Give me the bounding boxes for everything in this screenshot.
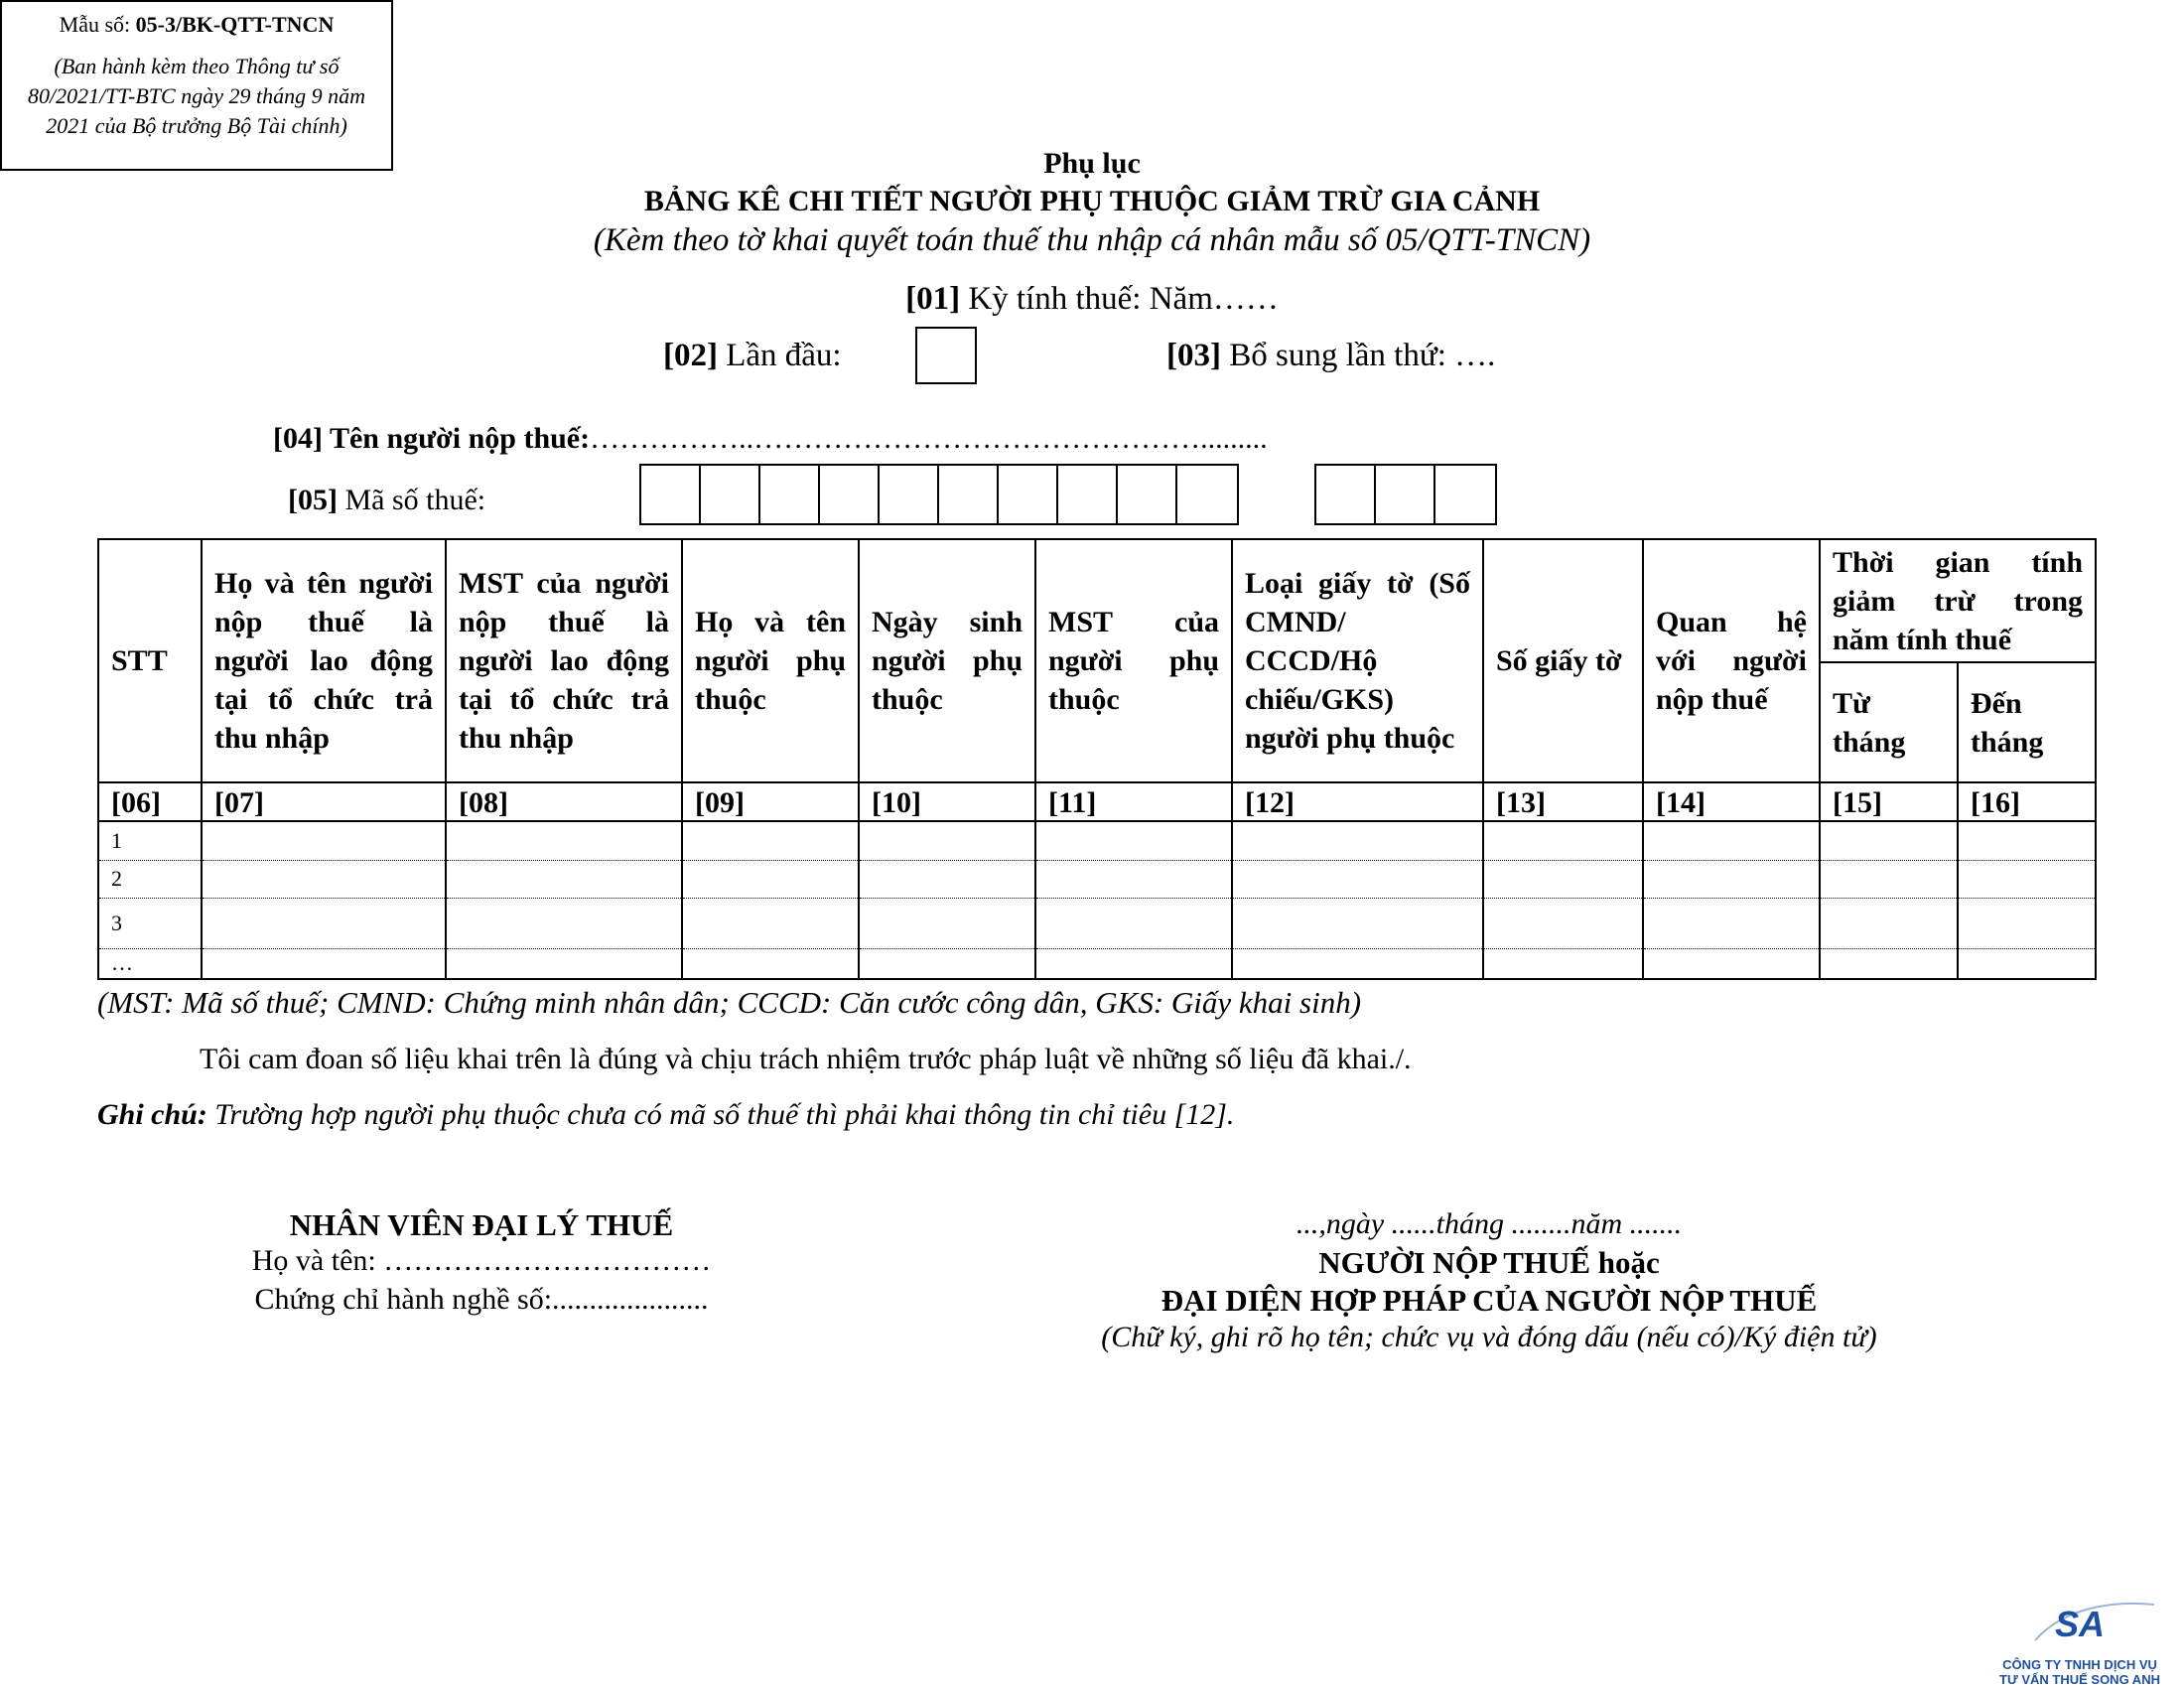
header-employee-tax-code: MST của người nộp thuế là người lao động tại tổ chức trả thu nhập bbox=[446, 539, 682, 782]
table-cell[interactable] bbox=[1958, 821, 2096, 860]
column-code: [16] bbox=[1958, 782, 2096, 821]
table-cell[interactable] bbox=[202, 821, 446, 860]
table-cell[interactable] bbox=[1820, 860, 1958, 898]
tax-code-digit-box[interactable] bbox=[880, 466, 939, 523]
table-cell[interactable] bbox=[1643, 860, 1820, 898]
form-code-value: 05-3/BK-QTT-TNCN bbox=[135, 12, 335, 37]
note-label: Ghi chú: bbox=[97, 1098, 207, 1131]
dependents-table bbox=[97, 538, 2097, 980]
tax-code-digit-box[interactable] bbox=[1058, 466, 1118, 523]
form-issue-note-line: 80/2021/TT-BTC ngày 29 tháng 9 năm bbox=[27, 83, 365, 108]
appendix-heading: Phụ lục bbox=[1043, 147, 1141, 180]
form-code: Mẫu số: 05-3/BK-QTT-TNCN bbox=[59, 12, 335, 37]
table-row bbox=[98, 898, 2096, 948]
tax-code-digit-box[interactable] bbox=[1376, 466, 1435, 523]
tax-code-digit-box[interactable] bbox=[701, 466, 760, 523]
header-from-month: Từ tháng bbox=[1820, 662, 1958, 782]
tax-code-branch-boxes[interactable] bbox=[1314, 464, 1497, 525]
table-cell[interactable] bbox=[859, 860, 1035, 898]
agent-certificate-line[interactable]: Chứng chỉ hành nghề số:..................... bbox=[254, 1283, 709, 1316]
table-cell[interactable] bbox=[1483, 898, 1643, 948]
table-cell[interactable] bbox=[1232, 898, 1483, 948]
table-row bbox=[98, 821, 2096, 860]
note-line bbox=[97, 1098, 1234, 1132]
table-cell[interactable] bbox=[446, 821, 682, 860]
header-document-number: Số giấy tờ bbox=[1483, 539, 1643, 782]
table-cell[interactable] bbox=[1643, 948, 1820, 979]
agent-title: NHÂN VIÊN ĐẠI LÝ THUẾ bbox=[289, 1207, 674, 1242]
tax-code-digit-box[interactable] bbox=[641, 466, 701, 523]
table-cell[interactable] bbox=[1643, 898, 1820, 948]
table-cell[interactable] bbox=[1820, 821, 1958, 860]
table-cell[interactable] bbox=[682, 948, 859, 979]
column-code: [13] bbox=[1483, 782, 1643, 821]
column-code: [11] bbox=[1035, 782, 1232, 821]
table-cell[interactable] bbox=[446, 898, 682, 948]
tax-code-digit-box[interactable] bbox=[1118, 466, 1177, 523]
table-cell[interactable] bbox=[1232, 860, 1483, 898]
tax-period-field: [01] Kỳ tính thuế: Năm…… bbox=[905, 281, 1279, 317]
column-code: [12] bbox=[1232, 782, 1483, 821]
table-cell[interactable] bbox=[859, 898, 1035, 948]
column-code: [15] bbox=[1820, 782, 1958, 821]
table-cell[interactable] bbox=[1820, 898, 1958, 948]
tax-code-digit-box[interactable] bbox=[1177, 466, 1237, 523]
logo-company-line: CÔNG TY TNHH DỊCH VỤ bbox=[2002, 1657, 2157, 1672]
tax-code-digit-box[interactable] bbox=[999, 466, 1058, 523]
table-cell[interactable] bbox=[446, 948, 682, 979]
table-cell[interactable] bbox=[1483, 860, 1643, 898]
table-cell[interactable] bbox=[1958, 898, 2096, 948]
tax-code-digit-box[interactable] bbox=[1435, 466, 1495, 523]
table-cell[interactable] bbox=[1643, 821, 1820, 860]
page-subtitle: (Kèm theo tờ khai quyết toán thuế thu nhập cá nhân mẫu số 05/QTT-TNCN) bbox=[593, 222, 1591, 258]
table-row bbox=[98, 860, 2096, 898]
table-cell[interactable] bbox=[859, 821, 1035, 860]
column-code: [10] bbox=[859, 782, 1035, 821]
table-cell[interactable] bbox=[1483, 948, 1643, 979]
logo-company-line: TƯ VẤN THUẾ SONG ANH bbox=[1999, 1672, 2160, 1687]
table-cell[interactable] bbox=[446, 860, 682, 898]
note-text: Trường hợp người phụ thuộc chưa có mã số thuế thì phải khai thông tin chỉ tiêu [12]. bbox=[206, 1098, 1235, 1131]
company-logo bbox=[1995, 1597, 2164, 1687]
column-code-row bbox=[98, 782, 2096, 821]
logo-text: SA bbox=[2054, 1604, 2106, 1644]
table-cell[interactable] bbox=[1958, 948, 2096, 979]
column-code: [07] bbox=[202, 782, 446, 821]
header-deduction-period: Thời gian tính giảm trừ trong năm tính thuế bbox=[1820, 539, 2096, 662]
signature-instruction: (Chữ ký, ghi rõ họ tên; chức vụ và đóng dấu (nếu có)/Ký điện tử) bbox=[1101, 1321, 1877, 1353]
first-time-label: [02] Lần đầu: bbox=[663, 338, 842, 373]
tax-code-label: [05] Mã số thuế: bbox=[288, 484, 486, 516]
header-dependent-tax-code: MST của người phụ thuộc bbox=[1035, 539, 1232, 782]
row-number: 1 bbox=[98, 821, 202, 860]
form-code-box bbox=[0, 0, 393, 171]
table-cell[interactable] bbox=[859, 948, 1035, 979]
table-cell[interactable] bbox=[682, 860, 859, 898]
table-row bbox=[98, 948, 2096, 979]
header-employee-name: Họ và tên người nộp thuế là người lao động tại tổ chức trả thu nhập bbox=[202, 539, 446, 782]
header-to-month: Đến tháng bbox=[1958, 662, 2096, 782]
pledge-statement: Tôi cam đoan số liệu khai trên là đúng và chịu trách nhiệm trước pháp luật về những số liệu đã khai./. bbox=[200, 1043, 1412, 1075]
row-number: … bbox=[98, 948, 202, 979]
taxpayer-name-field[interactable]: [04] Tên người nộp thuế:……………..………………………………………......... bbox=[273, 422, 1268, 455]
logo-mark bbox=[1995, 1597, 2164, 1652]
taxpayer-title: NGƯỜI NỘP THUẾ hoặc bbox=[1318, 1245, 1660, 1280]
table-cell[interactable] bbox=[1035, 948, 1232, 979]
agent-name-line[interactable]: Họ và tên: …………………………… bbox=[251, 1244, 712, 1277]
header-document-type: Loại giấy tờ (Số CMND/ CCCD/Hộ chiếu/GKS) người phụ thuộc bbox=[1232, 539, 1483, 782]
table-cell[interactable] bbox=[1820, 948, 1958, 979]
table-cell[interactable] bbox=[682, 821, 859, 860]
column-code: [08] bbox=[446, 782, 682, 821]
tax-code-digit-box[interactable] bbox=[760, 466, 820, 523]
form-issue-note bbox=[2, 52, 391, 141]
row-number: 3 bbox=[98, 898, 202, 948]
tax-code-digit-box[interactable] bbox=[820, 466, 880, 523]
supplement-field: [03] Bổ sung lần thứ: …. bbox=[1166, 338, 1496, 373]
table-cell[interactable] bbox=[1035, 821, 1232, 860]
tax-code-digit-box[interactable] bbox=[939, 466, 999, 523]
date-line[interactable]: ...,ngày ......tháng ........năm ....... bbox=[1296, 1207, 1683, 1240]
form-issue-note-line: (Ban hành kèm theo Thông tư số bbox=[54, 54, 340, 78]
table-cell[interactable] bbox=[1232, 821, 1483, 860]
header-relationship: Quan hệ với người nộp thuế bbox=[1643, 539, 1820, 782]
table-cell[interactable] bbox=[202, 898, 446, 948]
row-number: 2 bbox=[98, 860, 202, 898]
header-stt: STT bbox=[98, 539, 202, 782]
table-cell[interactable] bbox=[202, 860, 446, 898]
table-cell[interactable] bbox=[1958, 860, 2096, 898]
table-cell[interactable] bbox=[1483, 821, 1643, 860]
header-dependent-birthdate: Ngày sinh người phụ thuộc bbox=[859, 539, 1035, 782]
form-issue-note-line: 2021 của Bộ trưởng Bộ Tài chính) bbox=[46, 113, 347, 138]
column-code: [06] bbox=[98, 782, 202, 821]
page-title: BẢNG KÊ CHI TIẾT NGƯỜI PHỤ THUỘC GIẢM TRỪ GIA CẢNH bbox=[643, 185, 1541, 217]
column-code: [09] bbox=[682, 782, 859, 821]
table-cell[interactable] bbox=[202, 948, 446, 979]
tax-code-digit-boxes[interactable] bbox=[639, 464, 1239, 525]
table-cell[interactable] bbox=[1035, 860, 1232, 898]
table-cell[interactable] bbox=[1232, 948, 1483, 979]
table-cell[interactable] bbox=[682, 898, 859, 948]
table-cell[interactable] bbox=[1035, 898, 1232, 948]
first-time-checkbox[interactable] bbox=[915, 327, 977, 384]
column-code: [14] bbox=[1643, 782, 1820, 821]
header-dependent-name: Họ và tên người phụ thuộc bbox=[682, 539, 859, 782]
legal-representative-title: ĐẠI DIỆN HỢP PHÁP CỦA NGƯỜI NỘP THUẾ bbox=[1160, 1283, 1818, 1318]
abbreviation-note: (MST: Mã số thuế; CMND: Chứng minh nhân dân; CCCD: Căn cước công dân, GKS: Giấy khai sinh) bbox=[97, 985, 1362, 1020]
tax-code-digit-box[interactable] bbox=[1316, 466, 1376, 523]
